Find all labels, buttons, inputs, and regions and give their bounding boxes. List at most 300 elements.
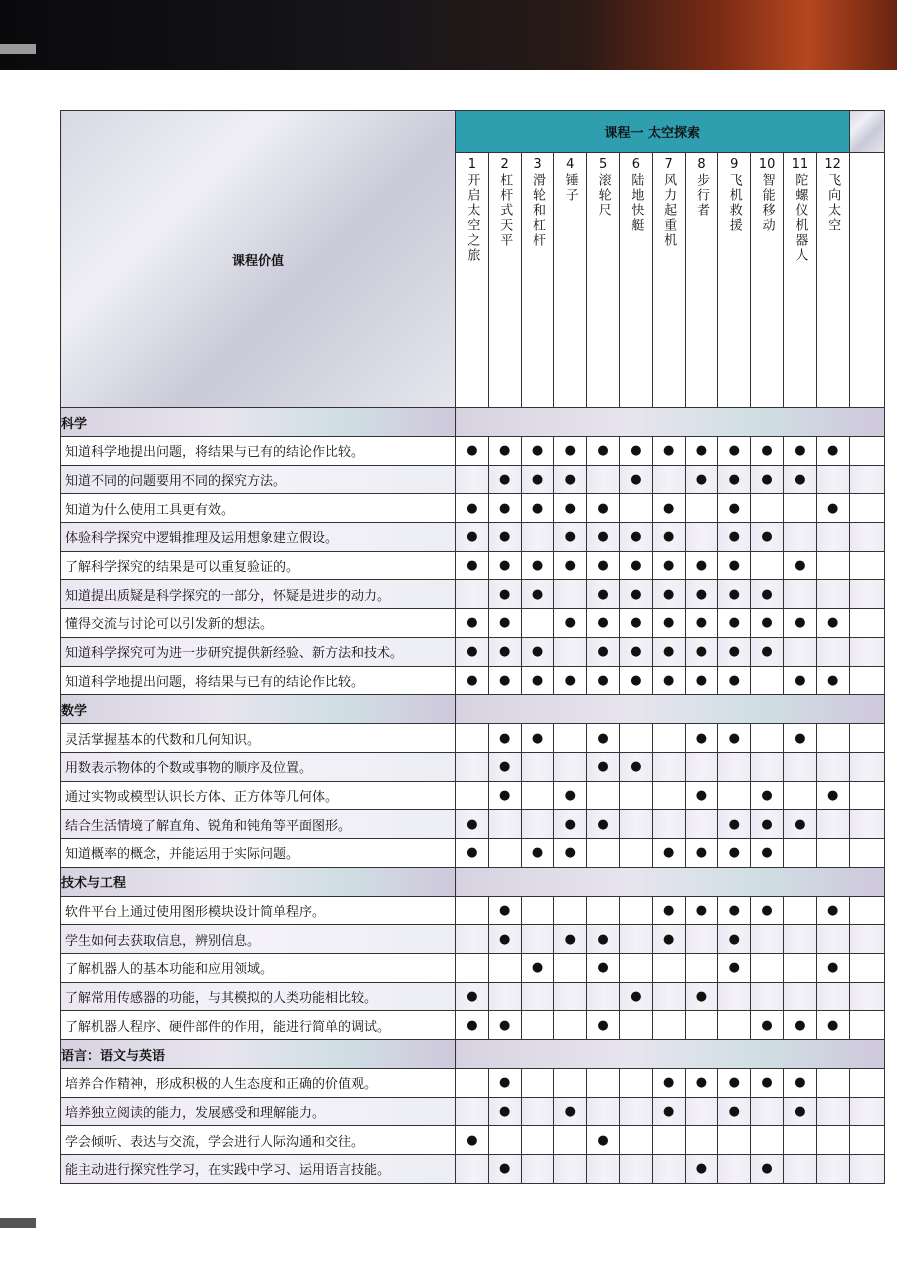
- empty-cell: [849, 982, 884, 1011]
- mark-dot: ●: [587, 1011, 620, 1040]
- category-band: [456, 1040, 885, 1069]
- mark-dot: ●: [554, 437, 587, 466]
- empty-cell: [619, 1069, 652, 1098]
- lesson-number: 7: [664, 157, 673, 172]
- mark-dot: ●: [488, 437, 521, 466]
- mark-dot: ●: [456, 494, 489, 523]
- mark-dot: ●: [718, 523, 751, 552]
- empty-cell: [783, 1155, 816, 1184]
- mark-dot: ●: [554, 523, 587, 552]
- mark-dot: ●: [685, 1069, 718, 1098]
- lesson-column-header: [685, 153, 718, 408]
- mark-dot: ●: [652, 551, 685, 580]
- empty-cell: [751, 666, 784, 695]
- mark-dot: ●: [554, 609, 587, 638]
- mark-dot: ●: [521, 637, 554, 666]
- empty-cell: [751, 954, 784, 983]
- mark-dot: ●: [554, 810, 587, 839]
- mark-dot: ●: [685, 609, 718, 638]
- mark-dot: ●: [554, 666, 587, 695]
- mark-dot: ●: [587, 752, 620, 781]
- mark-dot: ●: [488, 666, 521, 695]
- empty-cell: [816, 752, 849, 781]
- empty-cell: [685, 494, 718, 523]
- mark-dot: ●: [619, 465, 652, 494]
- space-banner-image: [0, 0, 897, 70]
- mark-dot: ●: [554, 494, 587, 523]
- category-row: [61, 1040, 885, 1069]
- empty-cell: [783, 838, 816, 867]
- lesson-column-header: [554, 153, 587, 408]
- mark-dot: ●: [587, 494, 620, 523]
- page-title: 课程价值: [61, 111, 456, 408]
- lesson-number: 6: [631, 157, 641, 172]
- mark-dot: ●: [718, 1069, 751, 1098]
- mark-dot: ●: [718, 1097, 751, 1126]
- mark-dot: ●: [488, 1155, 521, 1184]
- mark-dot: ●: [685, 465, 718, 494]
- empty-cell: [521, 896, 554, 925]
- empty-cell: [816, 925, 849, 954]
- empty-cell: [849, 781, 884, 810]
- empty-cell: [685, 1011, 718, 1040]
- mark-dot: ●: [521, 666, 554, 695]
- value-description: 灵活掌握基本的代数和几何知识。: [61, 724, 456, 753]
- empty-cell: [816, 724, 849, 753]
- empty-cell: [849, 465, 884, 494]
- mark-dot: ●: [685, 1155, 718, 1184]
- mark-dot: ●: [718, 551, 751, 580]
- mark-dot: ●: [488, 494, 521, 523]
- empty-cell: [554, 1155, 587, 1184]
- mark-dot: ●: [783, 810, 816, 839]
- table-row: [61, 551, 885, 580]
- empty-cell: [652, 982, 685, 1011]
- value-description: 学生如何去获取信息，辨别信息。: [61, 925, 456, 954]
- mark-dot: ●: [456, 523, 489, 552]
- lesson-number: 3: [533, 157, 542, 172]
- lesson-name: 陆地快艇: [628, 173, 644, 233]
- mark-dot: ●: [718, 838, 751, 867]
- mark-dot: ●: [521, 580, 554, 609]
- category-label: 语言：语文与英语: [61, 1040, 456, 1069]
- mark-dot: ●: [652, 1097, 685, 1126]
- empty-cell: [619, 1155, 652, 1184]
- empty-cell: [488, 1126, 521, 1155]
- empty-cell: [652, 1011, 685, 1040]
- empty-cell: [849, 523, 884, 552]
- empty-cell: [685, 752, 718, 781]
- empty-cell: [816, 465, 849, 494]
- table-row: [61, 1097, 885, 1126]
- lesson-number: 11: [791, 157, 809, 172]
- lesson-number: 12: [824, 157, 841, 172]
- mark-dot: ●: [718, 580, 751, 609]
- empty-cell: [685, 810, 718, 839]
- empty-cell: [587, 838, 620, 867]
- value-description: 了解机器人的基本功能和应用领域。: [61, 954, 456, 983]
- mark-dot: ●: [488, 925, 521, 954]
- lesson-name: 滚轮尺: [595, 173, 611, 218]
- empty-cell: [652, 1155, 685, 1184]
- empty-cell: [554, 752, 587, 781]
- mark-dot: ●: [488, 551, 521, 580]
- mark-dot: ●: [718, 810, 751, 839]
- mark-dot: ●: [751, 437, 784, 466]
- category-band: [456, 695, 885, 724]
- empty-cell: [456, 781, 489, 810]
- mark-dot: ●: [619, 637, 652, 666]
- lesson-column-header: [652, 153, 685, 408]
- empty-cell: [783, 954, 816, 983]
- mark-dot: ●: [652, 437, 685, 466]
- mark-dot: ●: [783, 1069, 816, 1098]
- empty-cell: [619, 1011, 652, 1040]
- empty-cell: [521, 752, 554, 781]
- value-description: 知道科学地提出问题，将结果与已有的结论作比较。: [61, 666, 456, 695]
- table-row: [61, 781, 885, 810]
- course-header: 课程一 太空探索: [456, 111, 850, 153]
- value-description: 知道不同的问题要用不同的探究方法。: [61, 465, 456, 494]
- empty-cell: [718, 752, 751, 781]
- mark-dot: ●: [718, 437, 751, 466]
- mark-dot: ●: [751, 465, 784, 494]
- table-row: [61, 523, 885, 552]
- mark-dot: ●: [652, 523, 685, 552]
- lesson-column-header: [816, 153, 849, 408]
- empty-cell: [521, 609, 554, 638]
- empty-cell: [521, 1097, 554, 1126]
- mark-dot: ●: [587, 437, 620, 466]
- empty-cell: [456, 954, 489, 983]
- category-row: [61, 867, 885, 896]
- empty-cell: [619, 954, 652, 983]
- lesson-column-header: [751, 153, 784, 408]
- lesson-number: 9: [730, 157, 739, 172]
- mark-dot: ●: [751, 523, 784, 552]
- mark-dot: ●: [685, 580, 718, 609]
- mark-dot: ●: [783, 437, 816, 466]
- empty-cell: [751, 982, 784, 1011]
- empty-cell: [849, 1097, 884, 1126]
- empty-cell: [587, 1069, 620, 1098]
- category-label: 数学: [61, 695, 456, 724]
- mark-dot: ●: [718, 666, 751, 695]
- empty-cell: [521, 1011, 554, 1040]
- empty-cell: [849, 580, 884, 609]
- page-tab-mark: [0, 1218, 36, 1228]
- mark-dot: ●: [718, 494, 751, 523]
- value-description: 通过实物或模型认识长方体、正方体等几何体。: [61, 781, 456, 810]
- empty-cell: [783, 637, 816, 666]
- table-row: [61, 609, 885, 638]
- empty-cell: [488, 982, 521, 1011]
- empty-cell: [783, 494, 816, 523]
- mark-dot: ●: [488, 1011, 521, 1040]
- mark-dot: ●: [783, 1011, 816, 1040]
- mark-dot: ●: [685, 666, 718, 695]
- lesson-name: 步行者: [693, 173, 709, 218]
- mark-dot: ●: [718, 925, 751, 954]
- empty-cell: [488, 838, 521, 867]
- mark-dot: ●: [488, 609, 521, 638]
- empty-cell: [816, 580, 849, 609]
- empty-cell: [751, 925, 784, 954]
- empty-cell: [554, 1126, 587, 1155]
- mark-dot: ●: [685, 896, 718, 925]
- lesson-name: 飞向太空: [825, 173, 841, 233]
- empty-cell: [849, 637, 884, 666]
- value-description: 了解机器人程序、硬件部件的作用，能进行简单的调试。: [61, 1011, 456, 1040]
- value-description: 知道科学地提出问题，将结果与已有的结论作比较。: [61, 437, 456, 466]
- mark-dot: ●: [783, 666, 816, 695]
- mark-dot: ●: [456, 810, 489, 839]
- mark-dot: ●: [816, 781, 849, 810]
- mark-dot: ●: [456, 838, 489, 867]
- empty-cell: [751, 1097, 784, 1126]
- empty-cell: [685, 925, 718, 954]
- mark-dot: ●: [554, 465, 587, 494]
- mark-dot: ●: [751, 838, 784, 867]
- mark-dot: ●: [652, 1069, 685, 1098]
- empty-cell: [783, 752, 816, 781]
- table-row: [61, 954, 885, 983]
- mark-dot: ●: [751, 580, 784, 609]
- empty-cell: [751, 551, 784, 580]
- empty-cell: [652, 752, 685, 781]
- empty-cell: [652, 1126, 685, 1155]
- empty-cell: [783, 925, 816, 954]
- empty-cell: [456, 752, 489, 781]
- lesson-number: 8: [697, 157, 706, 172]
- mark-dot: ●: [751, 609, 784, 638]
- empty-cell: [783, 982, 816, 1011]
- empty-cell: [816, 838, 849, 867]
- lesson-number: 10: [758, 157, 776, 172]
- mark-dot: ●: [554, 838, 587, 867]
- mark-dot: ●: [554, 551, 587, 580]
- mark-dot: ●: [587, 925, 620, 954]
- empty-cell: [816, 1069, 849, 1098]
- mark-dot: ●: [816, 666, 849, 695]
- mark-dot: ●: [587, 523, 620, 552]
- empty-cell: [718, 1155, 751, 1184]
- mark-dot: ●: [718, 954, 751, 983]
- lesson-name: 陀螺仪机器人: [792, 173, 808, 263]
- table-row: [61, 925, 885, 954]
- empty-cell: [587, 982, 620, 1011]
- empty-cell: [816, 637, 849, 666]
- empty-cell: [587, 465, 620, 494]
- empty-cell: [521, 982, 554, 1011]
- table-row: [61, 982, 885, 1011]
- lesson-column-header: [783, 153, 816, 408]
- empty-cell: [521, 1126, 554, 1155]
- empty-cell: [685, 1126, 718, 1155]
- empty-cell: [652, 724, 685, 753]
- mark-dot: ●: [488, 896, 521, 925]
- empty-cell: [554, 580, 587, 609]
- mark-dot: ●: [521, 838, 554, 867]
- mark-dot: ●: [619, 666, 652, 695]
- empty-cell: [685, 523, 718, 552]
- empty-cell: [849, 954, 884, 983]
- extra-column-header: [849, 111, 884, 153]
- mark-dot: ●: [587, 609, 620, 638]
- value-description: 能主动进行探究性学习，在实践中学习、运用语言技能。: [61, 1155, 456, 1184]
- empty-cell: [554, 637, 587, 666]
- empty-cell: [554, 954, 587, 983]
- empty-cell: [751, 494, 784, 523]
- lesson-column-header: [619, 153, 652, 408]
- empty-cell: [554, 982, 587, 1011]
- mark-dot: ●: [685, 724, 718, 753]
- mark-dot: ●: [587, 637, 620, 666]
- empty-cell: [587, 1155, 620, 1184]
- mark-dot: ●: [652, 838, 685, 867]
- empty-cell: [816, 1097, 849, 1126]
- value-description: 了解科学探究的结果是可以重复验证的。: [61, 551, 456, 580]
- value-description: 知道提出质疑是科学探究的一部分，怀疑是进步的动力。: [61, 580, 456, 609]
- extra-column: [849, 153, 884, 408]
- empty-cell: [554, 724, 587, 753]
- empty-cell: [718, 982, 751, 1011]
- mark-dot: ●: [619, 580, 652, 609]
- empty-cell: [521, 1069, 554, 1098]
- value-description: 了解常用传感器的功能，与其模拟的人类功能相比较。: [61, 982, 456, 1011]
- mark-dot: ●: [816, 494, 849, 523]
- mark-dot: ●: [652, 925, 685, 954]
- mark-dot: ●: [456, 637, 489, 666]
- table-row: [61, 1126, 885, 1155]
- empty-cell: [652, 810, 685, 839]
- mark-dot: ●: [783, 551, 816, 580]
- empty-cell: [849, 1155, 884, 1184]
- mark-dot: ●: [718, 609, 751, 638]
- empty-cell: [751, 752, 784, 781]
- mark-dot: ●: [587, 954, 620, 983]
- empty-cell: [587, 896, 620, 925]
- value-description: 知道科学探究可为进一步研究提供新经验、新方法和技术。: [61, 637, 456, 666]
- mark-dot: ●: [652, 637, 685, 666]
- mark-dot: ●: [652, 580, 685, 609]
- mark-dot: ●: [816, 609, 849, 638]
- empty-cell: [456, 1155, 489, 1184]
- mark-dot: ●: [456, 1126, 489, 1155]
- empty-cell: [587, 1097, 620, 1126]
- empty-cell: [619, 896, 652, 925]
- table-row: [61, 810, 885, 839]
- empty-cell: [652, 781, 685, 810]
- mark-dot: ●: [488, 752, 521, 781]
- lesson-name: 风力起重机: [661, 173, 677, 248]
- empty-cell: [456, 465, 489, 494]
- empty-cell: [816, 1126, 849, 1155]
- mark-dot: ●: [456, 982, 489, 1011]
- table-row: [61, 724, 885, 753]
- empty-cell: [521, 781, 554, 810]
- mark-dot: ●: [456, 609, 489, 638]
- mark-dot: ●: [488, 781, 521, 810]
- mark-dot: ●: [816, 1011, 849, 1040]
- category-label: 技术与工程: [61, 867, 456, 896]
- empty-cell: [685, 954, 718, 983]
- table-row: [61, 465, 885, 494]
- mark-dot: ●: [456, 437, 489, 466]
- empty-cell: [849, 724, 884, 753]
- empty-cell: [849, 494, 884, 523]
- empty-cell: [783, 896, 816, 925]
- lesson-name: 飞机救援: [726, 173, 742, 233]
- mark-dot: ●: [718, 465, 751, 494]
- mark-dot: ●: [488, 465, 521, 494]
- mark-dot: ●: [685, 781, 718, 810]
- empty-cell: [652, 954, 685, 983]
- table-row: [61, 1155, 885, 1184]
- lesson-column-header: [488, 153, 521, 408]
- mark-dot: ●: [488, 523, 521, 552]
- lesson-number: 5: [598, 157, 608, 172]
- mark-dot: ●: [521, 724, 554, 753]
- lesson-name: 开启太空之旅: [464, 173, 480, 263]
- empty-cell: [849, 838, 884, 867]
- table-row: [61, 580, 885, 609]
- mark-dot: ●: [619, 982, 652, 1011]
- value-description: 知道为什么使用工具更有效。: [61, 494, 456, 523]
- empty-cell: [619, 810, 652, 839]
- mark-dot: ●: [619, 551, 652, 580]
- value-description: 培养独立阅读的能力，发展感受和理解能力。: [61, 1097, 456, 1126]
- empty-cell: [456, 925, 489, 954]
- empty-cell: [521, 810, 554, 839]
- empty-cell: [587, 781, 620, 810]
- mark-dot: ●: [751, 1011, 784, 1040]
- mark-dot: ●: [718, 637, 751, 666]
- empty-cell: [456, 1069, 489, 1098]
- mark-dot: ●: [587, 810, 620, 839]
- empty-cell: [816, 523, 849, 552]
- category-band: [456, 408, 885, 437]
- mark-dot: ●: [456, 551, 489, 580]
- empty-cell: [456, 724, 489, 753]
- empty-cell: [849, 810, 884, 839]
- lesson-name: 智能移动: [759, 173, 775, 233]
- mark-dot: ●: [751, 1155, 784, 1184]
- mark-dot: ●: [816, 437, 849, 466]
- mark-dot: ●: [619, 752, 652, 781]
- empty-cell: [751, 1126, 784, 1155]
- mark-dot: ●: [751, 1069, 784, 1098]
- mark-dot: ●: [521, 494, 554, 523]
- mark-dot: ●: [816, 954, 849, 983]
- mark-dot: ●: [652, 896, 685, 925]
- mark-dot: ●: [718, 896, 751, 925]
- empty-cell: [554, 1011, 587, 1040]
- table-row: [61, 896, 885, 925]
- mark-dot: ●: [652, 666, 685, 695]
- empty-cell: [619, 838, 652, 867]
- table-row: [61, 437, 885, 466]
- empty-cell: [619, 781, 652, 810]
- mark-dot: ●: [652, 494, 685, 523]
- mark-dot: ●: [488, 1069, 521, 1098]
- empty-cell: [849, 1126, 884, 1155]
- empty-cell: [619, 1126, 652, 1155]
- mark-dot: ●: [783, 465, 816, 494]
- empty-cell: [849, 609, 884, 638]
- empty-cell: [816, 1155, 849, 1184]
- mark-dot: ●: [685, 437, 718, 466]
